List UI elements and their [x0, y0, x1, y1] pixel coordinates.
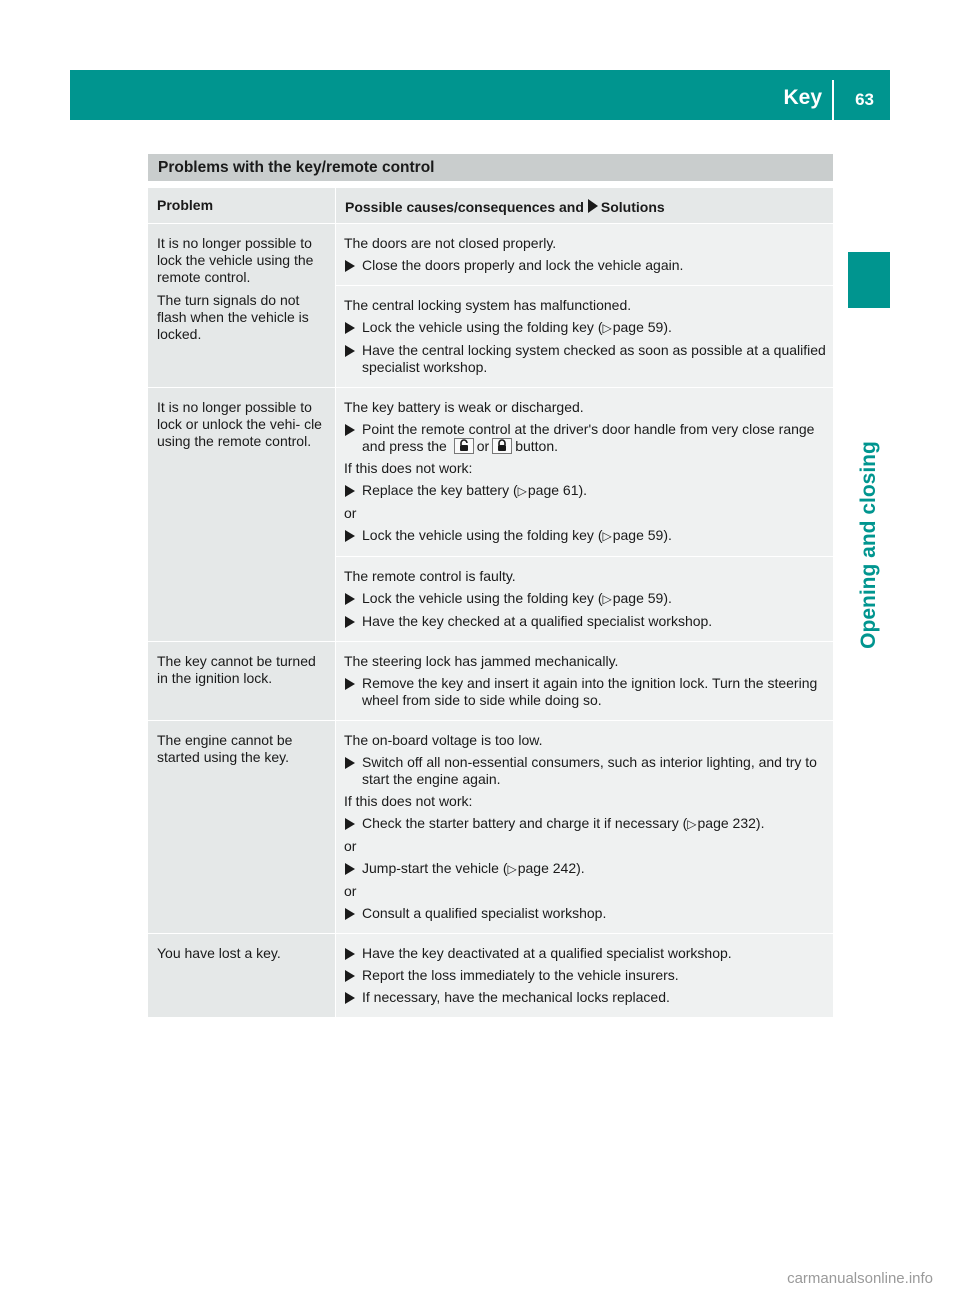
cause-text: If this does not work:: [344, 460, 473, 476]
arrow-right-icon: [344, 527, 362, 545]
solution-step: [344, 967, 827, 984]
triangle-ref-icon: ▷: [687, 817, 697, 831]
solution-step-after: ).: [755, 815, 765, 831]
problem-text: The engine cannot be started using the key.: [157, 732, 293, 765]
triangle-ref-icon: ▷: [602, 592, 612, 606]
problem-text: It is no longer possible to lock or unlock the vehi- cle using the remote control.: [157, 399, 322, 449]
solution-step-text: [362, 989, 827, 1006]
lock-icon: [492, 438, 512, 454]
solution-step-main: Have the key deactivated at a qualified specialist workshop.: [362, 945, 732, 961]
solution-step-main: Lock the vehicle using the folding key (: [362, 590, 603, 606]
solution-step-text: [362, 815, 827, 833]
arrow-right-icon: [344, 342, 362, 376]
solution-step-text: [362, 754, 827, 788]
cause-block: [336, 388, 833, 556]
problem-text: It is no longer possible to lock the vehicle using the remote control.: [157, 235, 314, 285]
header-divider: [832, 80, 834, 120]
column-header-solutions-suffix: Solutions: [600, 199, 665, 215]
side-tab-label-text: Opening and closing: [857, 441, 880, 649]
arrow-right-icon: [344, 421, 362, 455]
solution-step: [344, 257, 827, 274]
unlock-icon: [454, 438, 474, 454]
solution-step-after: ).: [576, 860, 585, 876]
triangle-ref-icon: ▷: [602, 529, 612, 543]
cause-text: The remote control is faulty.: [344, 568, 516, 584]
solution-step: [344, 905, 827, 922]
solution-step: [344, 482, 827, 500]
problem-text: You have lost a key.: [157, 945, 281, 961]
problem-cell: [148, 642, 335, 720]
cause-text: The steering lock has jammed mechanically.: [344, 653, 619, 669]
solution-step: [344, 590, 827, 608]
cause-text: The key battery is weak or discharged.: [344, 399, 584, 415]
page-reference[interactable]: page 232: [697, 815, 756, 831]
solution-step-text: [362, 675, 827, 709]
solution-step-main: If necessary, have the mechanical locks replaced.: [362, 989, 670, 1005]
problems-table: [148, 188, 833, 1017]
solution-step-text: [362, 967, 827, 984]
arrow-right-icon: [344, 860, 362, 878]
arrow-right-icon: [344, 590, 362, 608]
solution-step-text: [362, 590, 827, 608]
header-bar: [70, 70, 890, 120]
solution-step-main: Have the key checked at a qualified specialist workshop.: [362, 613, 713, 629]
page-reference[interactable]: page 242: [517, 860, 577, 876]
solution-step-text: [362, 613, 827, 630]
problem-text: The turn signals do not flash when the vehicle is locked.: [157, 292, 309, 342]
problem-cell: [148, 934, 335, 1017]
solution-step: [344, 342, 827, 376]
solution-step-text: [362, 319, 827, 337]
page-reference[interactable]: page 59: [612, 527, 664, 543]
problem-text: The key cannot be turned in the ignition lock.: [157, 653, 316, 686]
solution-step-after: ).: [578, 482, 588, 498]
solution-step-text: [362, 860, 827, 878]
solution-step-after: button.: [515, 438, 559, 454]
arrow-right-icon: [344, 613, 362, 630]
solution-step-main: Jump-start the vehicle (: [362, 860, 508, 876]
cause-text: or: [344, 838, 357, 854]
solution-step-main: Lock the vehicle using the folding key (: [362, 319, 603, 335]
header-title: Key: [783, 86, 822, 109]
solution-step: [344, 815, 827, 833]
solution-step: [344, 675, 827, 709]
cause-block: [336, 557, 833, 641]
solution-step: [344, 527, 827, 545]
problem-cell: [148, 224, 335, 387]
solutions-cell: [336, 934, 833, 1017]
solution-step-main: Lock the vehicle using the folding key (: [362, 527, 603, 543]
triangle-ref-icon: ▷: [602, 321, 612, 335]
solutions-cell: [336, 388, 833, 641]
solution-step-after: ).: [663, 319, 672, 335]
column-header-solutions-prefix: Possible causes/consequences and: [345, 199, 584, 215]
page-number: 63: [855, 90, 874, 109]
solution-step-text: [362, 482, 827, 500]
solution-step-text: [362, 905, 827, 922]
solution-step-text: [362, 257, 827, 274]
arrow-right-icon: [588, 199, 598, 213]
solution-step-main: Report the loss immediately to the vehicle insurers.: [362, 967, 679, 983]
solution-step-text: [362, 342, 827, 376]
column-header-solutions: [336, 188, 833, 223]
solution-step-main: Point the remote control at the driver's door handle from very close range and press the: [362, 421, 815, 454]
solution-step-text: [362, 421, 827, 455]
solution-step-main: Check the starter battery and charge it if necessary (: [362, 815, 688, 831]
solution-step-main: Close the doors properly and lock the vehicle again.: [362, 257, 684, 273]
solution-step: [344, 613, 827, 630]
solution-step-after: ).: [663, 590, 672, 606]
solution-step-main: Switch off all non-essential consumers, such as interior lighting, and try to start the engine again.: [362, 754, 817, 787]
column-header-problem: Problem: [148, 188, 335, 223]
arrow-right-icon: [344, 754, 362, 788]
arrow-right-icon: [344, 482, 362, 500]
solution-step-text: [362, 945, 827, 962]
solution-step: [344, 945, 827, 962]
cause-text: The on-board voltage is too low.: [344, 732, 543, 748]
solution-step: [344, 754, 827, 788]
cause-text: or: [344, 883, 357, 899]
solution-step-mid: or: [476, 438, 490, 454]
page-reference[interactable]: page 59: [612, 319, 664, 335]
solutions-cell: [336, 224, 833, 387]
cause-block: [336, 286, 833, 387]
cause-block: [336, 642, 833, 720]
arrow-right-icon: [344, 905, 362, 922]
arrow-right-icon: [344, 257, 362, 274]
page-reference[interactable]: page 59: [612, 590, 664, 606]
cause-block: [336, 721, 833, 933]
problem-cell: [148, 388, 335, 641]
solution-step-main: Have the central locking system checked as soon as possible at a qualified specialist workshop.: [362, 342, 826, 375]
arrow-right-icon: [344, 675, 362, 709]
solution-step-main: Remove the key and insert it again into the ignition lock. Turn the steering wheel from side to side while doing so.: [362, 675, 818, 708]
solutions-cell: [336, 642, 833, 720]
solution-step: [344, 860, 827, 878]
section-title: Problems with the key/remote control: [148, 154, 833, 181]
arrow-right-icon: [344, 945, 362, 962]
solution-step-main: Consult a qualified specialist workshop.: [362, 905, 607, 921]
solution-step-main: Replace the key battery (: [362, 482, 518, 498]
solution-step: [344, 319, 827, 337]
cause-text: The doors are not closed properly.: [344, 235, 557, 251]
arrow-right-icon: [344, 989, 362, 1006]
arrow-right-icon: [344, 319, 362, 337]
arrow-right-icon: [344, 815, 362, 833]
triangle-ref-icon: ▷: [507, 862, 517, 876]
side-tab-marker: [848, 252, 890, 308]
cause-text: The central locking system has malfunctioned.: [344, 297, 632, 313]
cause-text: If this does not work:: [344, 793, 473, 809]
problem-cell: [148, 721, 335, 933]
solution-step: [344, 421, 827, 455]
solution-step-text: [362, 527, 827, 545]
solution-step-after: ).: [663, 527, 672, 543]
footer-watermark: carmanualsonline.info: [787, 1270, 933, 1287]
arrow-right-icon: [344, 967, 362, 984]
cause-block: [336, 224, 833, 285]
cause-text: or: [344, 505, 357, 521]
solutions-cell: [336, 721, 833, 933]
page-reference[interactable]: page 61: [527, 482, 579, 498]
cause-block: [336, 934, 833, 1017]
solution-step: [344, 989, 827, 1006]
triangle-ref-icon: ▷: [517, 484, 527, 498]
